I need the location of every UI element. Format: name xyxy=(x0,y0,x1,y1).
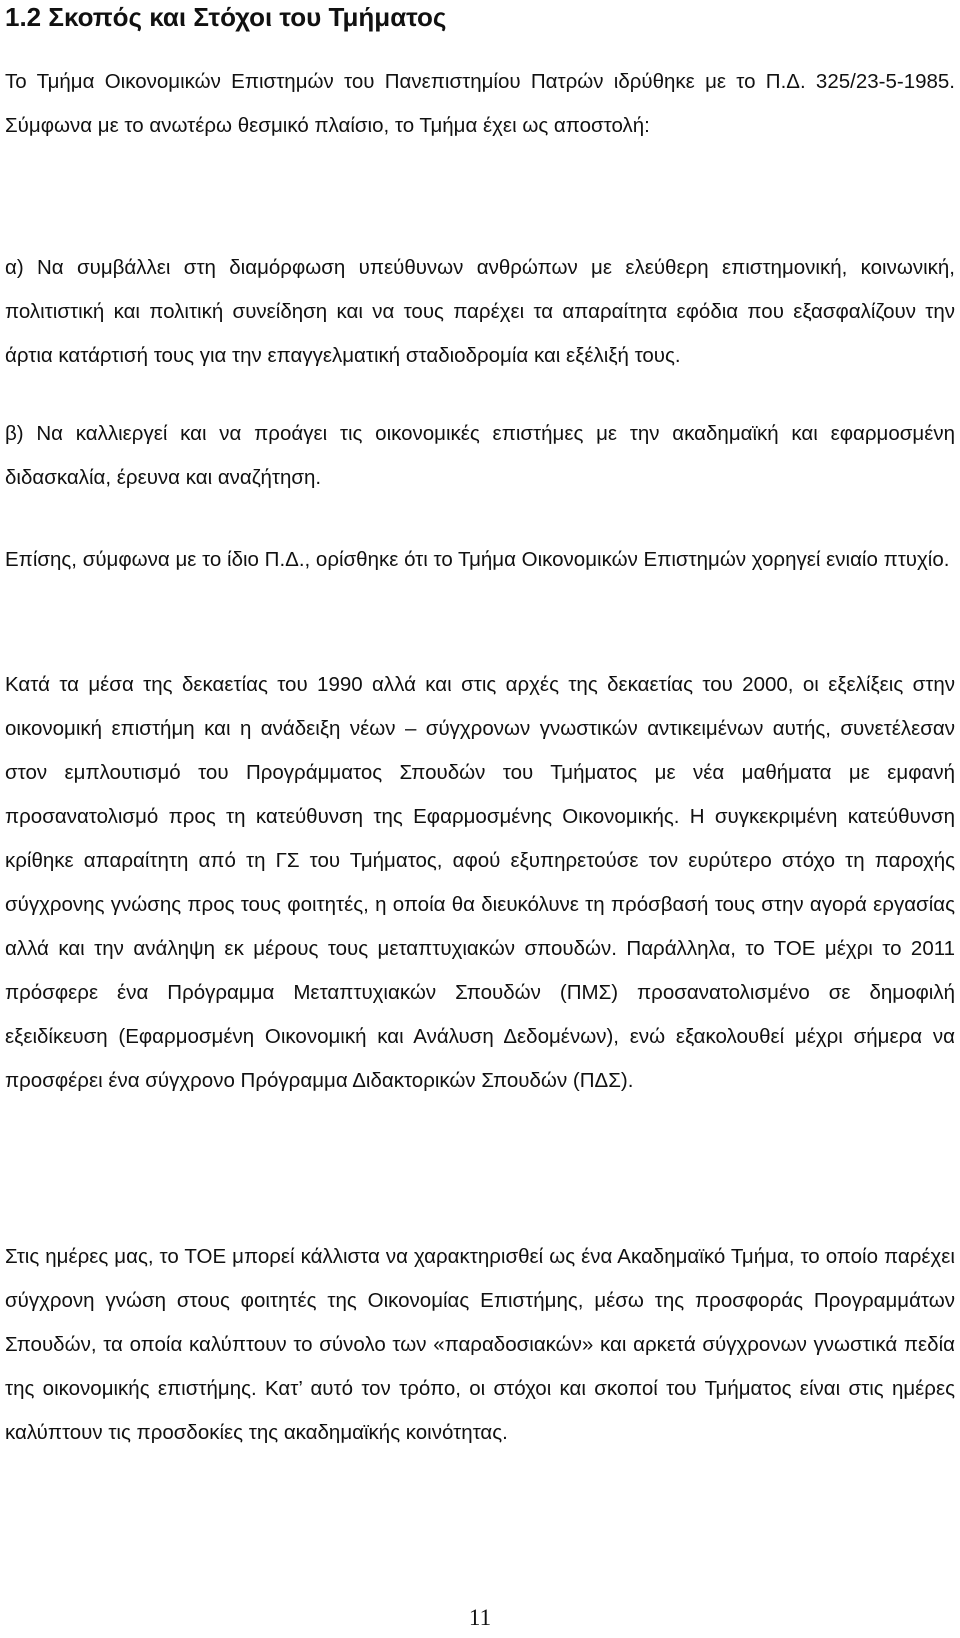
paragraph-history: Κατά τα μέσα της δεκαετίας του 1990 αλλά και στις αρχές της δεκαετίας του 2000, οι εξελίξεις στην οικονομική επιστήμη και η ανάδειξη νέων – σύγχρονων γνωστικών αντικειμένων αυτής, συνετέλεσαν στον εμπλουτισμό του Προγράμματος Σπουδών του Τμήματος με νέα μαθήματα με εμφανή προσανατολισμό προς τη κατεύθυνση της Εφαρμοσμένης Οικονομικής. Η συγκεκριμένη κατεύθυνση κρίθηκε απαραίτητη από τη ΓΣ του Τμήματος, αφού εξυπηρετούσε τον ευρύτερο στόχο τη παροχής σύγχρονης γνώσης προς τους φοιτητές, η οποία θα διευκόλυνε τη πρόσβασή τους στην αγορά εργασίας αλλά και την ανάληψη εκ μέρους τους μεταπτυχιακών σπουδών. Παράλληλα, το ΤΟΕ μέχρι το 2011 πρόσφερε ένα Πρόγραμμα Μεταπτυχιακών Σπουδών (ΠΜΣ) προσανατολισμένο σε δημοφιλή εξειδίκευση (Εφαρμοσμένη Οικονομική και Ανάλυση Δεδομένων), ενώ εξακολουθεί μέχρι σήμερα να προσφέρει ένα σύγχρονο Πρόγραμμα Διδακτορικών Σπουδών (ΠΔΣ). xyxy=(5,673,955,1092)
paragraph-founding: Το Τμήμα Οικονομικών Επιστημών του Πανεπιστημίου Πατρών ιδρύθηκε με το Π.Δ. 325/23-5-1985. Σύμφωνα με το ανωτέρω θεσμικό πλαίσιο, το Τμήμα έχει ως αποστολή: xyxy=(5,70,955,137)
paragraph-mission-b: β) Να καλλιεργεί και να προάγει τις οικονομικές επιστήμες με την ακαδημαϊκή και εφαρμοσμένη διδασκαλία, έρευνα και αναζήτηση. xyxy=(5,422,955,489)
paragraph-degree: Επίσης, σύμφωνα με το ίδιο Π.Δ., ορίσθηκε ότι το Τμήμα Οικονομικών Επιστημών χορηγεί ενιαίο πτυχίο. xyxy=(5,548,950,571)
paragraph-mission-a: α) Να συμβάλλει στη διαμόρφωση υπεύθυνων ανθρώπων με ελεύθερη επιστημονική, κοινωνική, πολιτιστική και πολιτική συνείδηση και να τους παρέχει τα απαραίτητα εφόδια που εξασφαλίζουν την άρτια κατάρτισή τους για την επαγγελματική σταδιοδρομία και εξέλιξή τους. xyxy=(5,256,955,367)
paragraph-today: Στις ημέρες μας, το ΤΟΕ μπορεί κάλλιστα να χαρακτηρισθεί ως ένα Ακαδημαϊκό Τμήμα, το οποίο παρέχει σύγχρονη γνώση στους φοιτητές της Οικονομίας Επιστήμης, μέσω της προσφοράς Προγραμμάτων Σπουδών, τα οποία καλύπτουν το σύνολο των «παραδοσιακών» και αρκετά σύγχρονων γνωστικά πεδία της οικονομικής επιστήμης. Κατ’ αυτό τον τρόπο, οι στόχοι και σκοποί του Τμήματος είναι στις ημέρες καλύπτουν τις προσδοκίες της ακαδημαϊκής κοινότητας. xyxy=(5,1245,955,1444)
page-number: 11 xyxy=(468,1605,492,1630)
section-title: 1.2 Σκοπός και Στόχοι του Τμήματος xyxy=(5,2,447,32)
